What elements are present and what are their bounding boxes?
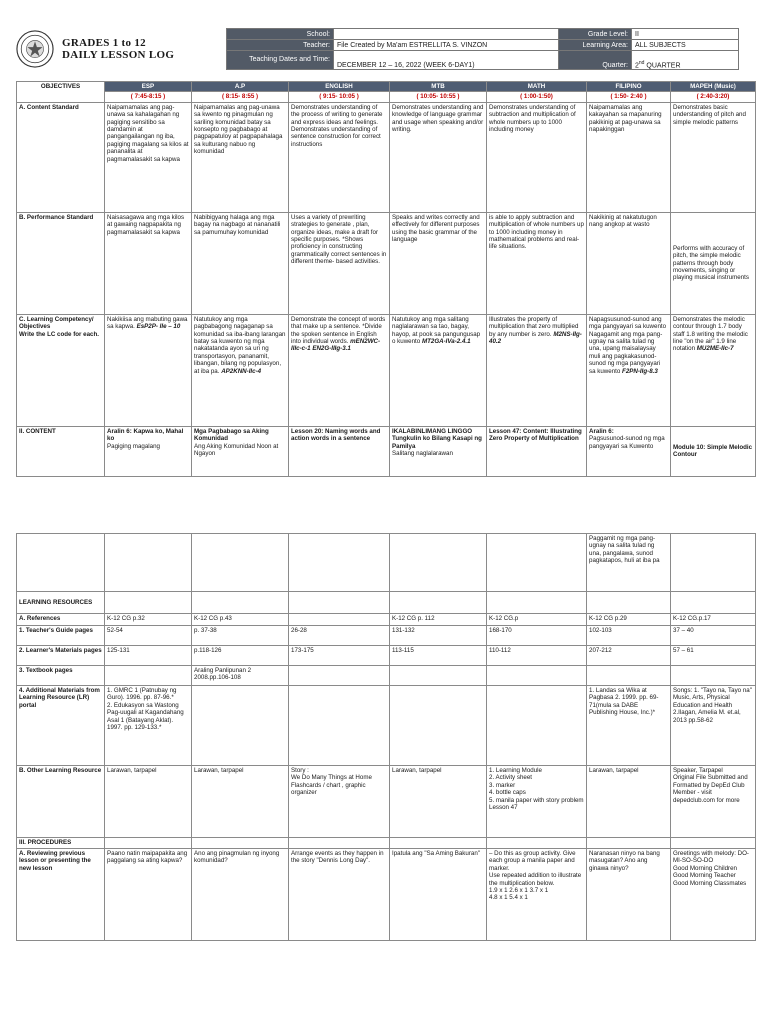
time-filipino: ( 1:50- 2:40 ) — [587, 92, 671, 102]
tb-math — [487, 666, 587, 686]
lesson-table-part2 — [16, 533, 756, 941]
or-mapeh: Speaker, Tarpapel Original File Submitted and Formatted by DepEd Club Member - visit depedclub.com for more — [671, 766, 756, 838]
proc-blank-2 — [192, 838, 289, 849]
competency-esp: Nakikiisa ang mabuting gawa sa kapwa. EsP2P- IIe – 10 — [105, 314, 192, 426]
subject-header-english: ENGLISH — [289, 82, 390, 92]
lm-mapeh: 57 – 61 — [671, 646, 756, 666]
rv-mtb: Ipatula ang "Sa Aming Bakuran" — [390, 849, 487, 941]
continuation-mtb — [390, 534, 487, 592]
school-value — [334, 29, 559, 40]
am-esp: 1. GMRC 1 (Patnubay ng Guro). 1996. pp. 87-96.* 2. Edukasyon sa Wastong Pag-uugali at Kagandahang Asal 1 (Batayang Aklat). 1997. pp. 129-133.* — [105, 686, 192, 766]
quarter-value: 2nd QUARTER — [632, 51, 739, 70]
tb-esp — [105, 666, 192, 686]
tg-english: 26-28 — [289, 626, 390, 646]
content-math: Lesson 47: Content: Illustrating Zero Property of Multiplication — [487, 426, 587, 476]
lr-blank-5 — [487, 592, 587, 614]
continuation-english — [289, 534, 390, 592]
objectives-header: OBJECTIVES — [17, 82, 105, 103]
proc-blank-1 — [105, 838, 192, 849]
teacher-value: File Created by Ma'am ESTRELLITA S. VINZON — [334, 40, 559, 51]
am-english — [289, 686, 390, 766]
am-mapeh: Songs: 1. "Tayo na, Tayo na" Music, Arts, Physical Education and Health 2.Ilagan, Amelia M. et.al, 2013 pp.58-62 — [671, 686, 756, 766]
tg-mapeh: 37 – 40 — [671, 626, 756, 646]
rv-ap: Ano ang pinagmulan ng inyong komunidad? — [192, 849, 289, 941]
content-standard-filipino: Naipamamalas ang kakayahan sa mapanuring pakikinig at pag-unawa sa napakinggan — [587, 102, 671, 212]
procedures-label: III. PROCEDURES — [17, 838, 105, 849]
am-filipino: 1. Landas sa Wika at Pagbasa 2. 1999. pp. 69-71(mula sa DABE Publishing House, Inc.)* — [587, 686, 671, 766]
competency-mtb: Natutukoy ang mga salitang naglalarawan sa tao, bagay, hayop, at pook sa pangungusap o kuwento MT2GA-IVa-2.4.1 — [390, 314, 487, 426]
content-standard-ap: Naipamamalas ang pag-unawa sa kwento ng pinagmulan ng sariling komunidad batay sa konsepto ng pagbabago at pagpapatuloy at pagpapahalaga sa kulturang nabuo ng komunidad — [192, 102, 289, 212]
am-mtb — [390, 686, 487, 766]
rv-filipino: Naranasan ninyo na bang masugatan? Ano ang ginawa ninyo? — [587, 849, 671, 941]
lr-blank-4 — [390, 592, 487, 614]
tg-esp: 52-54 — [105, 626, 192, 646]
continuation-math — [487, 534, 587, 592]
content-standard-label: A. Content Standard — [17, 102, 105, 212]
continuation-mapeh — [671, 534, 756, 592]
tb-filipino — [587, 666, 671, 686]
performance-standard-mapeh: Performs with accuracy of pitch, the simple melodic patterns through body movements, singing or playing musical instruments — [671, 212, 756, 314]
subject-header-math: MATH — [487, 82, 587, 92]
learning-competency-note: Write the LC code for each. — [19, 330, 99, 338]
or-mtb: Larawan, tarpapel — [390, 766, 487, 838]
am-math — [487, 686, 587, 766]
document-title — [62, 37, 174, 61]
textbook-label: 3. Textbook pages — [17, 666, 105, 686]
references-label: A. References — [17, 614, 105, 626]
tg-ap: p. 37-38 — [192, 626, 289, 646]
continuation-filipino: Paggamit ng mga pang-ugnay na salita tulad ng una, pangalawa, sunod pagkatapos, huli at iba pa — [587, 534, 671, 592]
references-mapeh: K-12 CG.p.17 — [671, 614, 756, 626]
performance-standard-mtb: Speaks and writes correctly and effectively for different purposes using the basic grammar of the language — [390, 212, 487, 314]
subject-header-mapeh: MAPEH (Music) — [671, 82, 756, 92]
content-filipino: Aralin 6: Pagsusunod-sunod ng mga pangyayari sa Kuwento — [587, 426, 671, 476]
lm-math: 110-112 — [487, 646, 587, 666]
performance-standard-math: is able to apply subtraction and multiplication of whole numbers up to 1000 including money in mathematical problems and real-life situations. — [487, 212, 587, 314]
content-label: II. CONTENT — [17, 426, 105, 476]
content-mtb: IKALABINLIMANG LINGGO Tungkulin ko Bilang Kasapi ng Pamilya Salitang naglalarawan — [390, 426, 487, 476]
lm-ap: p.118-126 — [192, 646, 289, 666]
time-ap: ( 8:15- 8:55 ) — [192, 92, 289, 102]
competency-filipino: Napagsusunod-sunod ang mga pangyayari sa kuwento Nagagamit ang mga pang-ugnay na salita tulad ng una, upang maisalaysay muli ang pagkakasunod-sunod ng mga pangyayari sa kuwento F2PN-IIg-8.3 — [587, 314, 671, 426]
lm-filipino: 207-212 — [587, 646, 671, 666]
performance-standard-esp: Naisasagawa ang mga kilos at gawaing nagpapakita ng pagmamalasakit sa kapwa — [105, 212, 192, 314]
content-english: Lesson 20: Naming words and action words in a sentence — [289, 426, 390, 476]
lr-blank-2 — [192, 592, 289, 614]
content-standard-mapeh: Demonstrates basic understanding of pitch and simple melodic patterns — [671, 102, 756, 212]
lr-blank-6 — [587, 592, 671, 614]
lr-blank-3 — [289, 592, 390, 614]
rv-english: Arrange events as they happen in the story "Dennis Long Day". — [289, 849, 390, 941]
school-label: School: — [227, 29, 334, 40]
tb-mtb — [390, 666, 487, 686]
performance-standard-ap: Nabibigyang halaga ang mga bagay na nagbago at nananatili sa pamumuhay komunidad — [192, 212, 289, 314]
proc-blank-4 — [390, 838, 487, 849]
area-value: ALL SUBJECTS — [632, 40, 739, 51]
or-ap: Larawan, tarpapel — [192, 766, 289, 838]
am-ap — [192, 686, 289, 766]
other-resources-label: B. Other Learning Resource — [17, 766, 105, 838]
references-mtb: K-12 CG p. 112 — [390, 614, 487, 626]
competency-math: Illustrates the property of multiplication that zero multiplied by any number is zero. M2NS-IIg-40.2 — [487, 314, 587, 426]
title-line-2: DAILY LESSON LOG — [62, 49, 175, 61]
area-label: Learning Area: — [559, 40, 632, 51]
content-esp: Aralin 6: Kapwa ko, Mahal ko Pagiging magalang — [105, 426, 192, 476]
lr-blank-1 — [105, 592, 192, 614]
deped-seal-icon — [16, 30, 54, 68]
teacher-label: Teacher: — [227, 40, 334, 51]
proc-blank-7 — [671, 838, 756, 849]
proc-blank-3 — [289, 838, 390, 849]
time-math: ( 1:00-1:50) — [487, 92, 587, 102]
or-esp: Larawan, tarpapel — [105, 766, 192, 838]
references-esp: K-12 CG p.32 — [105, 614, 192, 626]
grade-label: Grade Level: — [559, 29, 632, 40]
lr-blank-7 — [671, 592, 756, 614]
learners-materials-label: 2. Learner's Materials pages — [17, 646, 105, 666]
rv-esp: Paano natin maipapakita ang paggalang sa ating kapwa? — [105, 849, 192, 941]
content-ap: Mga Pagbabago sa Aking Komunidad Ang Aking Komunidad Noon at Ngayon — [192, 426, 289, 476]
lm-mtb: 113-115 — [390, 646, 487, 666]
teachers-guide-label: 1. Teacher's Guide pages — [17, 626, 105, 646]
tb-ap: Araling Panlipunan 2 2008.pp.106-108 — [192, 666, 289, 686]
learning-competency-label — [17, 314, 105, 426]
title-line-1: GRADES 1 to 12 — [62, 37, 146, 49]
continuation-label — [17, 534, 105, 592]
tb-mapeh — [671, 666, 756, 686]
lesson-table-part1 — [16, 81, 756, 477]
rv-math: – Do this as group activity. Give each group a manila paper and marker. Use repeated addition to illustrate the multiplication below. 1.9 x 1 2.6 x 1 3.7 x 1 4.8 x 1 5.4 x 1 — [487, 849, 587, 941]
or-english: Story : We Do Many Things at Home Flashcards / chart , graphic organizer — [289, 766, 390, 838]
learning-competency-title: C. Learning Competency/ Objectives — [19, 315, 94, 331]
competency-mapeh: Demonstrates the melodic contour through 1.7 body staff 1.8 writing the melodic line "on the air" 1.9 line notation MU2ME-IIc-7 — [671, 314, 756, 426]
content-standard-math: Demonstrates understanding of subtraction and multiplication of whole numbers up to 1000 including money — [487, 102, 587, 212]
rv-mapeh: Greetings with melody: DO-MI-SO-SO-DO Good Morning Children Good Morning Teacher Good Morning Classmates — [671, 849, 756, 941]
header — [14, 28, 755, 72]
quarter-label: Quarter: — [559, 51, 632, 70]
learning-resources-label: LEARNING RESOURCES — [17, 592, 105, 614]
or-filipino: Larawan, tarpapel — [587, 766, 671, 838]
tg-math: 168-170 — [487, 626, 587, 646]
time-mapeh: ( 2:40-3:20) — [671, 92, 756, 102]
proc-blank-6 — [587, 838, 671, 849]
references-math: K-12 CG.p — [487, 614, 587, 626]
subject-header-esp: ESP — [105, 82, 192, 92]
references-english — [289, 614, 390, 626]
tg-filipino: 102-103 — [587, 626, 671, 646]
time-english: ( 9:15- 10:05 ) — [289, 92, 390, 102]
time-mtb: ( 10:05- 10:55 ) — [390, 92, 487, 102]
proc-blank-5 — [487, 838, 587, 849]
info-table — [226, 28, 739, 70]
content-standard-english: Demonstrates understanding of the process of writing to generate and express ideas and feelings. Demonstrates understanding of sentence construction for correct instructions — [289, 102, 390, 212]
content-mapeh: Module 10: Simple Melodic Contour — [671, 426, 756, 476]
competency-ap: Natutukoy ang mga pagbabagong nagaganap sa komunidad sa iba-ibang larangan batay sa kuwento ng mga nakatatanda ayon sa uri ng transportasyon, pananamit, libangan, bilang ng populasyon, at iba pa. AP2KNN-IIc-4 — [192, 314, 289, 426]
subject-header-mtb: MTB — [390, 82, 487, 92]
time-esp: ( 7:45-8:15 ) — [105, 92, 192, 102]
content-standard-mtb: Demonstrates understanding and knowledge of language grammar and usage when speaking and/or writing. — [390, 102, 487, 212]
continuation-esp — [105, 534, 192, 592]
subject-header-ap: A.P — [192, 82, 289, 92]
performance-standard-label: B. Performance Standard — [17, 212, 105, 314]
references-filipino: K-12 CG p.29 — [587, 614, 671, 626]
performance-standard-english: Uses a variety of prewriting strategies to generate , plan, organize ideas, make a draft for specific purposes. *Shows proficiency in constructing grammatically correct sentences in different theme- based activities. — [289, 212, 390, 314]
lm-esp: 125-131 — [105, 646, 192, 666]
dates-value: DECEMBER 12 – 16, 2022 (WEEK 6-DAY1) — [334, 51, 559, 70]
reviewing-label: A. Reviewing previous lesson or presenting the new lesson — [17, 849, 105, 941]
competency-english: Demonstrate the concept of words that make up a sentence. *Divide the spoken sentence in English into individual words. mEN2WC-IIIc-c-1 EN2G-IIIg-3.1 — [289, 314, 390, 426]
or-math: 1. Learning Module 2. Activity sheet 3. marker 4. bottle caps 5. manila paper with story problem Lesson 47 — [487, 766, 587, 838]
subject-header-filipino: FILIPINO — [587, 82, 671, 92]
additional-materials-label: 4. Additional Materials from Learning Resource (LR) portal — [17, 686, 105, 766]
grade-value: II — [632, 29, 739, 40]
lm-english: 173-175 — [289, 646, 390, 666]
continuation-ap — [192, 534, 289, 592]
performance-standard-filipino: Nakikinig at nakatutugon nang angkop at wasto — [587, 212, 671, 314]
content-standard-esp: Naipamamalas ang pag-unawa sa kahalagahan ng pagiging sensitibo sa damdamin at pangangailangan ng iba, pagiging magalang sa kilos at pananalita at pagmamalasakit sa kapwa — [105, 102, 192, 212]
references-ap: K-12 CG p.43 — [192, 614, 289, 626]
dates-label: Teaching Dates and Time: — [227, 51, 334, 70]
tb-english — [289, 666, 390, 686]
tg-mtb: 131-132 — [390, 626, 487, 646]
